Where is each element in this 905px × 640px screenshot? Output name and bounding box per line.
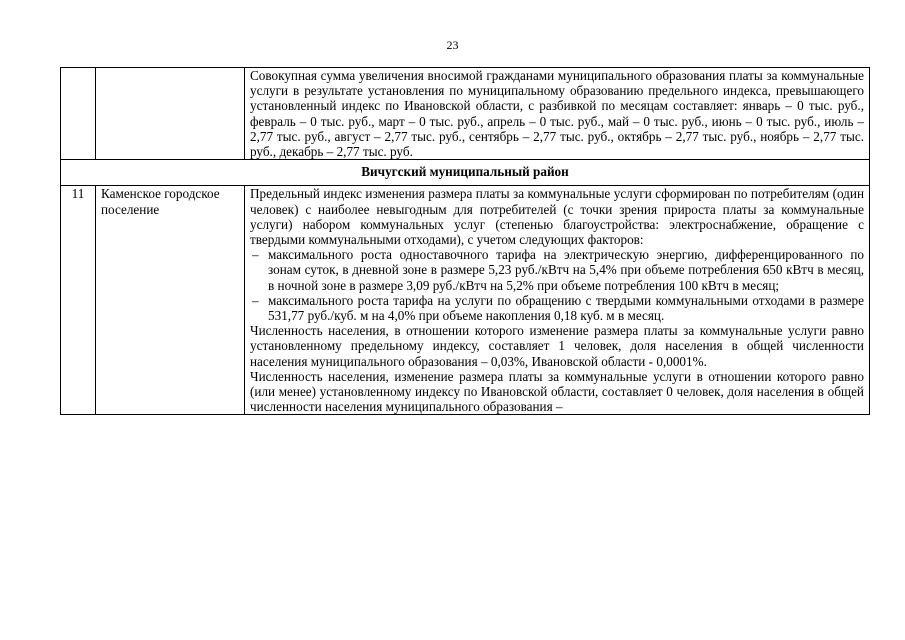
index-intro-text: Предельный индекс изменения размера платы за коммунальные услуги сформирован по потребителям (один человек) с наиболее невыгодным для потребителей (с точки зрения прироста платы за коммунальные услуги) набором коммунальных услуг (степенью благоустройства: электроснабжение, обращение с твердыми коммунальными отходами), с учетом следующих факторов: xyxy=(250,186,864,248)
bullet-dash: – xyxy=(252,292,259,308)
document-table xyxy=(60,67,870,415)
row-number-cell xyxy=(61,68,96,160)
total-increase-text: Совокупная сумма увеличения вносимой гражданами муниципального образования платы за коммунальные услуги в результате установления по муниципальному образованию предельного индекса, превышающего установленный индекс по Ивановской области, с разбивкой по месяцам составляет: январь – 0 тыс. руб., февраль – 0 тыс. руб., март – 0 тыс. руб., апрель – 0 тыс. руб., май – 0 тыс. руб., июнь – 0 тыс. руб., июль – 2,77 тыс. руб., август – 2,77 тыс. руб., сентябрь – 2,77 тыс. руб., октябрь – 2,77 тыс. руб., ноябрь – 2,77 тыс. руб., декабрь – 2,77 тыс. руб. xyxy=(250,68,864,160)
population-share-text: Численность населения, в отношении которого изменение размера платы за коммунальные услуги равно установленному предельному индексу, составляет 1 человек, доля населения в общей численности населения муниципального образования – 0,03%, Ивановской области - 0,0001%. xyxy=(250,323,864,369)
municipality-cell xyxy=(96,68,245,160)
row-number: 11 xyxy=(61,186,96,415)
section-row xyxy=(61,160,870,186)
list-item xyxy=(250,293,864,323)
description-cell xyxy=(245,68,870,160)
bullet-text: максимального роста тарифа на услуги по обращению с твердыми коммунальными отходами в размере 531,77 руб./куб. м на 4,0% при объеме накопления 0,18 куб. м в месяц. xyxy=(268,292,864,324)
population-regional-text: Численность населения, изменение размера платы за коммунальные услуги в отношении которого равно (или менее) установленному индексу по Ивановской области, составляет 0 человек, доля населения в общей численности населения муниципального образования – xyxy=(250,368,864,415)
list-item xyxy=(250,247,864,293)
table-row xyxy=(61,186,870,415)
page-number: 23 xyxy=(446,38,459,52)
bullet-text: максимального роста одноставочного тарифа на электрическую энергию, дифференцированного по зонам суток, в дневной зоне в размере 5,23 руб./кВтч на 5,4% при объеме потребления 650 кВтч в месяц, в ночной зоне в размере 3,09 руб./кВтч на 5,2% при объеме потребления 100 кВтч в месяц; xyxy=(268,247,864,293)
description-cell xyxy=(245,186,870,415)
municipality-name: Каменское городское поселение xyxy=(96,186,245,415)
section-title: Вичугский муниципальный район xyxy=(61,160,870,186)
table-row xyxy=(61,68,870,160)
bullet-dash: – xyxy=(252,247,259,263)
